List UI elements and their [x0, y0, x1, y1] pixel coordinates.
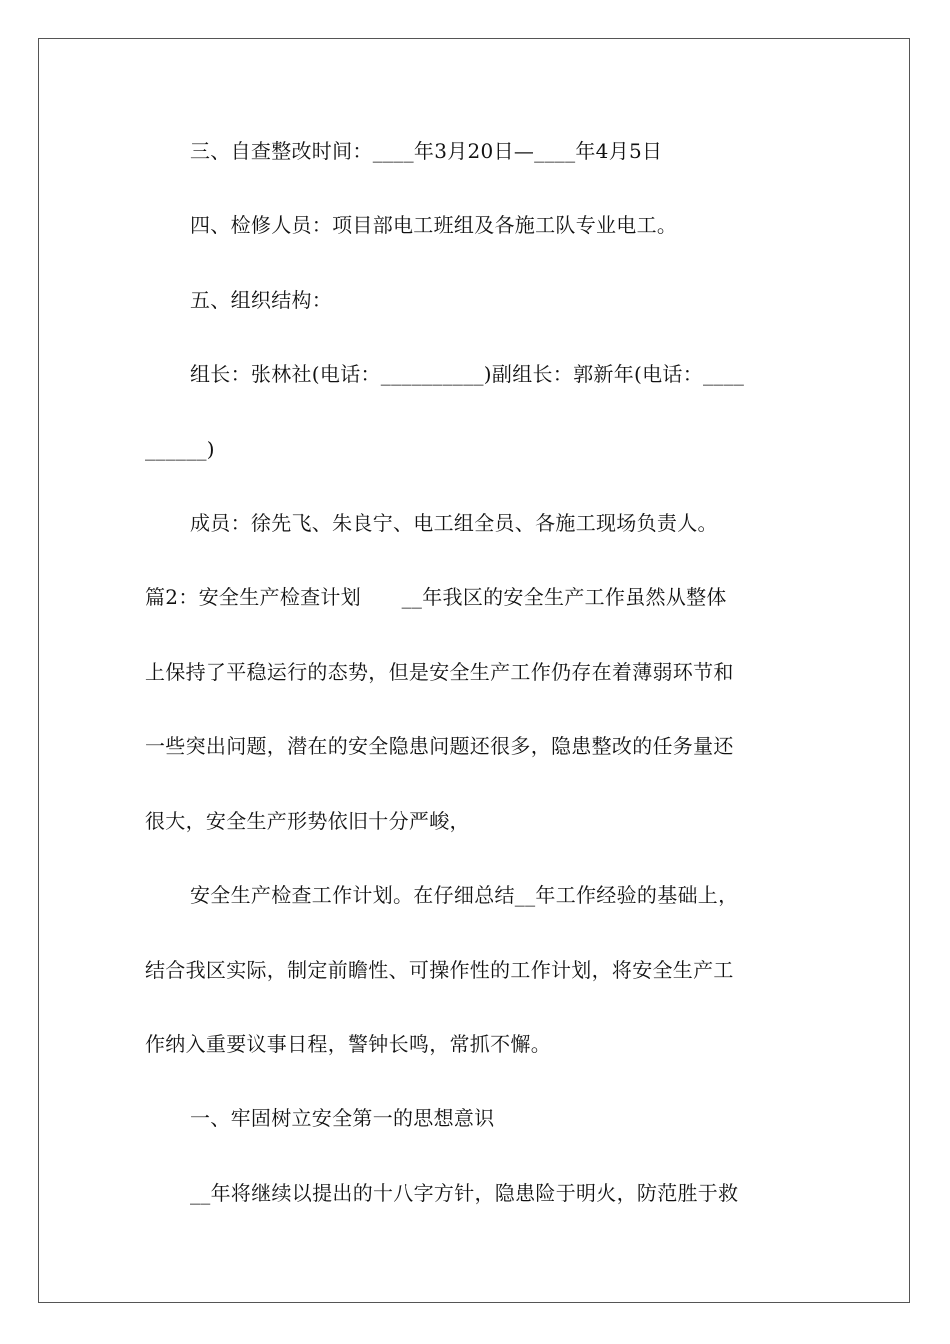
- text-line-paragraph: __年将继续以提出的十八字方针，隐患险于明火，防范胜于救: [190, 1181, 739, 1205]
- text-line-paragraph: 一些突出问题，潜在的安全隐患问题还很多，隐患整改的任务量还: [145, 734, 734, 758]
- text-line-paragraph: 安全生产检查工作计划。在仔细总结__年工作经验的基础上，: [190, 883, 739, 907]
- text-line-team-leaders: 组长：张林社(电话：__________)副组长：郭新年(电话：____: [190, 362, 745, 386]
- text-line-paragraph: 作纳入重要议事日程，警钟长鸣，常抓不懈。: [145, 1032, 551, 1056]
- text-line-subheading: 一、牢固树立安全第一的思想意识: [190, 1106, 495, 1130]
- text-line-paragraph: 上保持了平稳运行的态势，但是安全生产工作仍存在着薄弱环节和: [145, 660, 734, 684]
- text-line-maintenance-staff: 四、检修人员：项目部电工班组及各施工队专业电工。: [190, 213, 678, 237]
- text-line-inspection-period: 三、自查整改时间：____年3月20日—____年4月5日: [190, 139, 663, 163]
- text-line-section2-title: 篇2：安全生产检查计划 __年我区的安全生产工作虽然从整体: [145, 585, 727, 609]
- text-line-paragraph: 很大，安全生产形势依旧十分严峻，: [145, 809, 470, 833]
- text-line-paragraph: 结合我区实际，制定前瞻性、可操作性的工作计划，将安全生产工: [145, 958, 734, 982]
- text-line-team-leaders-continued: ______): [145, 437, 215, 461]
- text-line-organization-heading: 五、组织结构：: [190, 288, 333, 312]
- text-line-members: 成员：徐先飞、朱良宁、电工组全员、各施工现场负责人。: [190, 511, 718, 535]
